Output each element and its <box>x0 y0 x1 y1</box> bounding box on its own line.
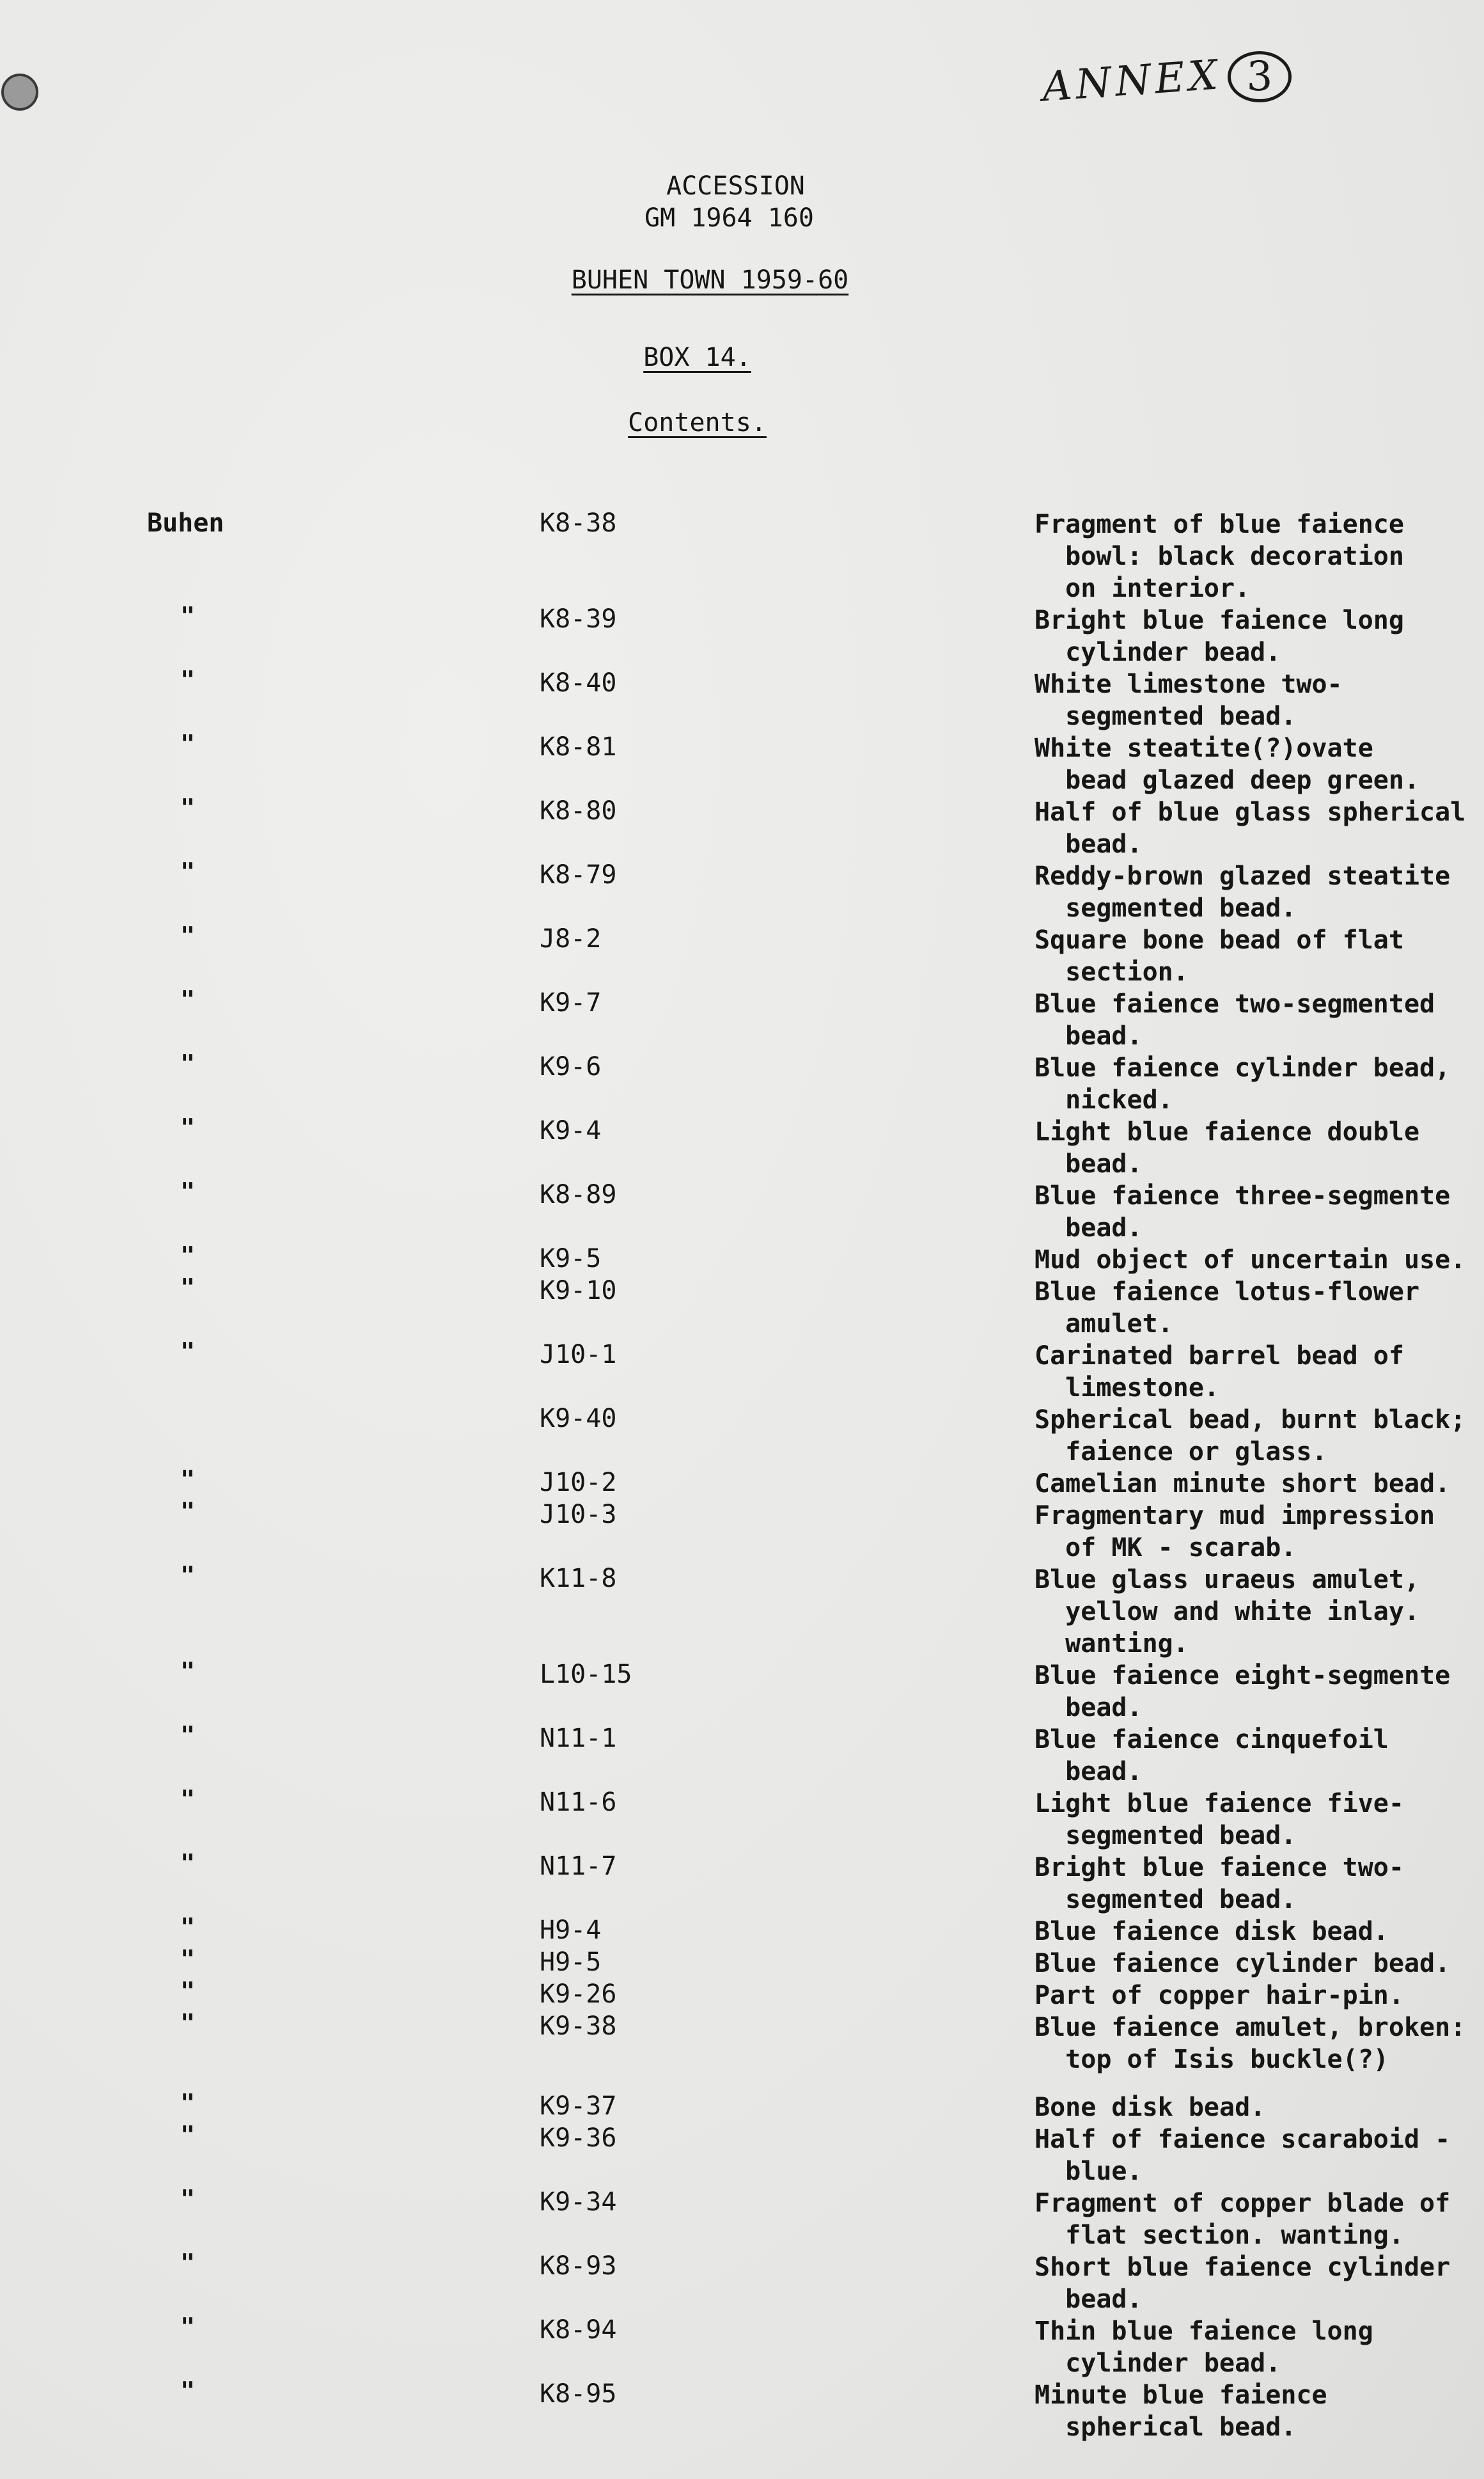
item-site: " <box>180 794 195 822</box>
item-site: " <box>180 2121 195 2149</box>
description-line: Minute blue faience <box>1035 2381 1327 2410</box>
item-description <box>1035 1948 1482 1979</box>
description-line: bead. <box>1035 1693 1143 1722</box>
item-site: " <box>180 1465 195 1493</box>
item-site: " <box>180 1913 195 1941</box>
item-description <box>1035 1788 1482 1852</box>
description-line: Light blue faience five- <box>1035 1789 1404 1818</box>
item-site: " <box>180 1273 195 1302</box>
description-line: Blue faience cylinder bead, <box>1035 1053 1451 1083</box>
item-code: K8-93 <box>540 2251 617 2281</box>
description-line: cylinder bead. <box>1035 638 1281 667</box>
description-line: Spherical bead, burnt black; <box>1035 1405 1466 1435</box>
item-description <box>1035 2251 1482 2315</box>
item-description <box>1035 1724 1482 1788</box>
description-line: bowl: black decoration <box>1035 542 1404 571</box>
description-line: top of Isis buckle(?) <box>1035 2045 1389 2074</box>
item-code: K9-36 <box>540 2123 617 2153</box>
item-code: K11-8 <box>540 1564 617 1593</box>
item-site: " <box>180 858 195 886</box>
description-line: Bright blue faience two- <box>1035 1853 1404 1882</box>
item-description <box>1035 1276 1482 1340</box>
item-description <box>1035 2379 1482 2443</box>
item-code: N11-1 <box>540 1724 617 1753</box>
description-line: Blue faience three-segmente <box>1035 1181 1451 1211</box>
item-description <box>1035 2123 1482 2187</box>
item-code: H9-5 <box>540 1948 602 1977</box>
item-code: N11-6 <box>540 1788 617 1817</box>
description-line: bead. <box>1035 1213 1143 1243</box>
accession-label: ACCESSION <box>666 171 805 201</box>
item-description <box>1035 2011 1482 2075</box>
description-line: faience or glass. <box>1035 1437 1327 1467</box>
description-line: White steatite(?)ovate <box>1035 734 1373 763</box>
item-site: " <box>180 1497 195 1525</box>
item-code: K9-40 <box>540 1404 617 1433</box>
item-description <box>1035 2315 1482 2379</box>
item-code: K8-89 <box>540 1180 617 1209</box>
description-line: Fragment of blue faience <box>1035 510 1404 539</box>
item-code: K9-26 <box>540 1979 617 2009</box>
item-description <box>1035 796 1482 860</box>
item-site: Buhen <box>147 508 224 538</box>
description-line: segmented bead. <box>1035 702 1297 731</box>
item-code: K8-80 <box>540 796 617 826</box>
description-line: Fragment of copper blade of <box>1035 2189 1451 2218</box>
item-code: K8-95 <box>540 2379 617 2409</box>
description-line: Blue faience amulet, broken: <box>1035 2013 1466 2042</box>
annex-number: 3 <box>1228 51 1292 102</box>
description-line: Bright blue faience long <box>1035 606 1404 635</box>
item-description <box>1035 1180 1482 1244</box>
item-code: J10-3 <box>540 1500 617 1529</box>
description-line: Short blue faience cylinder <box>1035 2253 1451 2282</box>
item-code: H9-4 <box>540 1916 602 1945</box>
item-site: " <box>180 602 195 630</box>
description-line: Blue faience cylinder bead. <box>1035 1949 1451 1978</box>
annex-label: ANNEX <box>1040 51 1223 111</box>
description-line: Blue faience disk bead. <box>1035 1917 1389 1946</box>
item-code: K9-7 <box>540 988 602 1018</box>
item-description <box>1035 508 1482 604</box>
description-line: Thin blue faience long <box>1035 2317 1373 2346</box>
item-description <box>1035 924 1482 988</box>
item-description <box>1035 1979 1482 2011</box>
item-site: " <box>180 1721 195 1749</box>
item-description <box>1035 668 1482 732</box>
item-description <box>1035 1500 1482 1564</box>
item-site: " <box>180 986 195 1014</box>
item-site: " <box>180 1050 195 1078</box>
description-line: bead. <box>1035 1021 1143 1051</box>
description-line: cylinder bead. <box>1035 2349 1281 2378</box>
description-line: bead. <box>1035 1149 1143 1179</box>
description-line: Part of copper hair-pin. <box>1035 1981 1404 2010</box>
description-line: Blue glass uraeus amulet, <box>1035 1565 1420 1594</box>
item-site: " <box>180 666 195 694</box>
item-description <box>1035 732 1482 796</box>
description-line: Blue faience eight-segmente <box>1035 1661 1451 1690</box>
description-line: amulet. <box>1035 1309 1173 1339</box>
item-site: " <box>180 2313 195 2341</box>
item-site: " <box>180 2249 195 2277</box>
description-line: Half of faience scaraboid - <box>1035 2125 1451 2154</box>
description-line: segmented bead. <box>1035 1821 1297 1850</box>
description-line: Light blue faience double <box>1035 1117 1420 1147</box>
item-code: K8-94 <box>540 2315 617 2345</box>
description-line: Square bone bead of flat <box>1035 925 1404 955</box>
description-line: Reddy-brown glazed steatite <box>1035 862 1451 891</box>
item-site: " <box>180 1849 195 1877</box>
item-code: K9-5 <box>540 1244 602 1273</box>
description-line: on interior. <box>1035 574 1251 603</box>
item-description <box>1035 1404 1482 1468</box>
description-line: wanting. <box>1035 1629 1189 1658</box>
description-line: Mud object of uncertain use. <box>1035 1245 1466 1275</box>
item-site: " <box>180 2377 195 2405</box>
item-site: " <box>180 1945 195 1973</box>
description-line: Bone disk bead. <box>1035 2093 1266 2122</box>
description-line: limestone. <box>1035 1373 1219 1403</box>
contents-label-text: Contents. <box>628 408 767 437</box>
item-description <box>1035 860 1482 924</box>
item-site: " <box>180 1561 195 1589</box>
description-line: Camelian minute short bead. <box>1035 1469 1451 1499</box>
description-line: bead glazed deep green. <box>1035 766 1420 795</box>
site-title-text: BUHEN TOWN 1959-60 <box>571 265 849 295</box>
item-site: " <box>180 2009 195 2037</box>
item-code: K9-10 <box>540 1276 617 1305</box>
item-site: " <box>180 1241 195 1270</box>
item-code: K9-38 <box>540 2011 617 2041</box>
item-description <box>1035 1564 1482 1660</box>
item-code: J10-2 <box>540 1468 617 1497</box>
item-code: K9-6 <box>540 1052 602 1082</box>
item-description <box>1035 604 1482 668</box>
description-line: Blue faience lotus-flower <box>1035 1277 1420 1307</box>
item-code: K9-4 <box>540 1116 602 1145</box>
description-line: spherical bead. <box>1035 2412 1297 2442</box>
description-line: segmented bead. <box>1035 893 1297 923</box>
box-label-text: BOX 14. <box>643 343 751 372</box>
description-line: bead. <box>1035 2285 1143 2314</box>
item-code: K9-37 <box>540 2091 617 2121</box>
item-description <box>1035 1244 1482 1276</box>
description-line: Blue faience two-segmented <box>1035 989 1435 1019</box>
description-line: segmented bead. <box>1035 1885 1297 1914</box>
description-line: Half of blue glass spherical <box>1035 798 1466 827</box>
item-description <box>1035 988 1482 1052</box>
item-description <box>1035 2091 1482 2123</box>
item-description <box>1035 1116 1482 1180</box>
item-code: K8-81 <box>540 732 617 762</box>
item-code: K8-39 <box>540 604 617 634</box>
accession-number: GM 1964 160 <box>644 203 814 233</box>
description-line: bead. <box>1035 830 1143 859</box>
description-line: bead. <box>1035 1757 1143 1786</box>
item-description <box>1035 2187 1482 2251</box>
item-description <box>1035 1916 1482 1948</box>
item-code: K9-34 <box>540 2187 617 2217</box>
item-description <box>1035 1852 1482 1916</box>
item-description <box>1035 1468 1482 1500</box>
item-site: " <box>180 1785 195 1813</box>
item-site: " <box>180 1977 195 2005</box>
item-code: J10-1 <box>540 1340 617 1369</box>
item-code: J8-2 <box>540 924 602 954</box>
description-line: Blue faience cinquefoil <box>1035 1725 1389 1754</box>
item-site: " <box>180 1114 195 1142</box>
description-line: White limestone two- <box>1035 670 1343 699</box>
description-line: blue. <box>1035 2157 1143 2186</box>
item-code: K8-79 <box>540 860 617 890</box>
item-code: N11-7 <box>540 1852 617 1881</box>
item-code: K8-38 <box>540 508 617 538</box>
item-site: " <box>180 730 195 758</box>
item-site: " <box>180 1177 195 1206</box>
item-site: " <box>180 2089 195 2117</box>
item-description <box>1035 1660 1482 1724</box>
description-line: flat section. wanting. <box>1035 2221 1404 2250</box>
description-line: yellow and white inlay. <box>1035 1597 1420 1626</box>
item-site: " <box>180 2185 195 2213</box>
description-line: Fragmentary mud impression <box>1035 1501 1435 1531</box>
item-code: K8-40 <box>540 668 617 698</box>
description-line: Carinated barrel bead of <box>1035 1341 1404 1371</box>
item-code: L10-15 <box>540 1660 632 1689</box>
description-line: nicked. <box>1035 1085 1173 1115</box>
description-line: of MK - scarab. <box>1035 1533 1297 1562</box>
item-site: " <box>180 922 195 950</box>
item-site: " <box>180 1657 195 1685</box>
description-line: section. <box>1035 957 1189 987</box>
item-description <box>1035 1340 1482 1404</box>
item-site: " <box>180 1337 195 1365</box>
item-description <box>1035 1052 1482 1116</box>
